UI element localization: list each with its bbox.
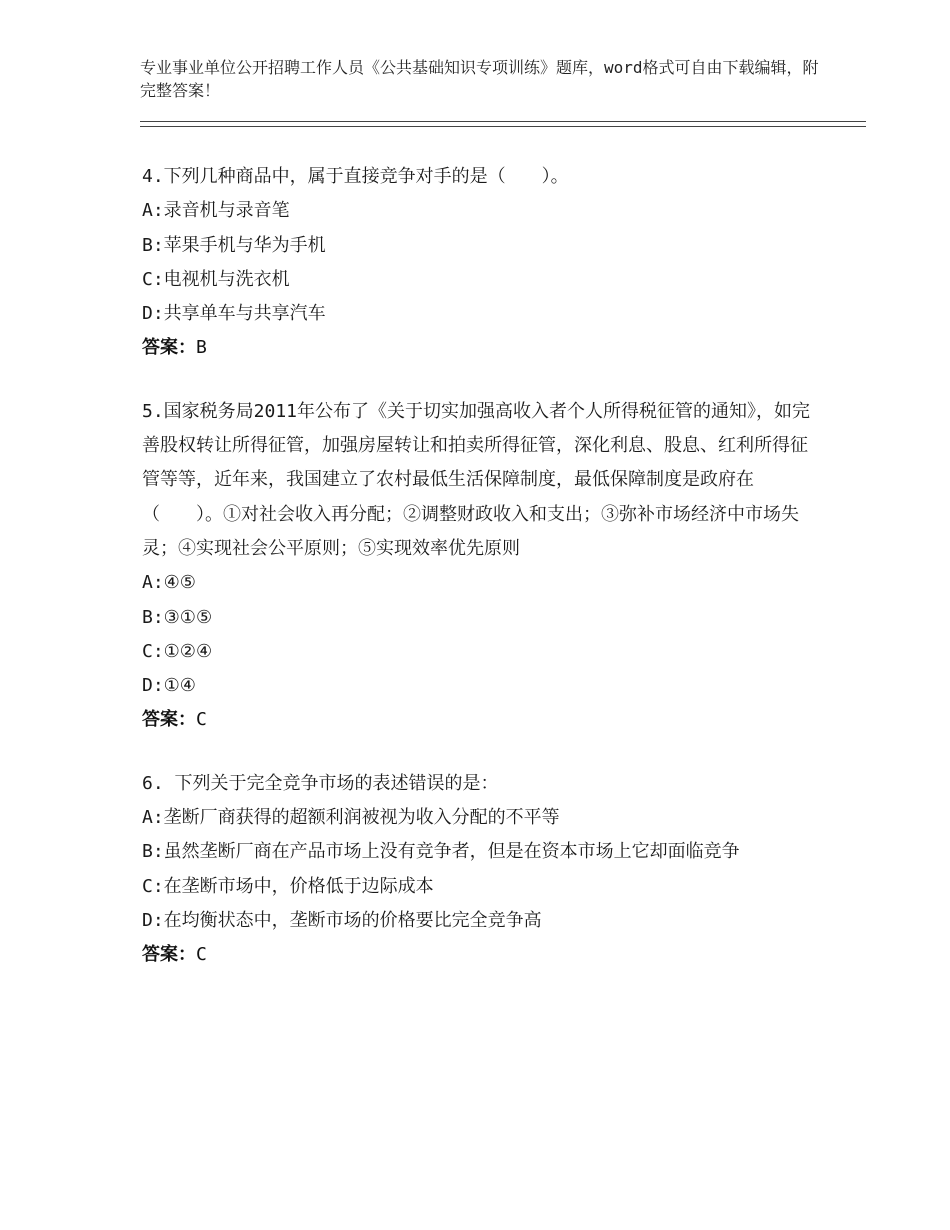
option-d: D:①④ <box>142 675 196 697</box>
answer-line <box>142 938 812 972</box>
option-a: A:录音机与录音笔 <box>142 200 290 222</box>
answer-label: 答案： <box>142 944 196 966</box>
option-c: C:在垄断市场中，价格低于边际成本 <box>142 875 434 897</box>
document-header: 专业事业单位公开招聘工作人员《公共基础知识专项训练》题库，word格式可自由下载编辑，附完整答案！ <box>140 58 819 100</box>
option-c: C:①②④ <box>142 640 213 662</box>
answer-line <box>142 703 812 737</box>
question-4 <box>142 160 812 366</box>
option-b: B:③①⑤ <box>142 606 213 628</box>
question-stem: 5.国家税务局2011年公布了《关于切实加强高收入者个人所得税征管的通知》，如完善股权转让所得征管，加强房屋转让和拍卖所得征管，深化利息、股息、红利所得征管等等，近年来，我国建立了农村最低生活保障制度，最低保障制度是政府在（ ）。①对社会收入再分配；②调整财政收入和支出；③弥补市场经济中市场失灵；④实现社会公平原则；⑤实现效率优先原则 <box>142 400 811 559</box>
option-c: C:电视机与洗衣机 <box>142 268 290 290</box>
question-5 <box>142 395 812 738</box>
option-d: D:共享单车与共享汽车 <box>142 303 326 325</box>
answer-line <box>142 331 812 365</box>
option-a: A:垄断厂商获得的超额利润被视为收入分配的不平等 <box>142 807 560 829</box>
option-a: A:④⑤ <box>142 572 196 594</box>
answer-value: C <box>196 944 207 966</box>
question-stem: 4.下列几种商品中，属于直接竞争对手的是（ ）。 <box>142 166 569 187</box>
answer-value: B <box>196 337 207 359</box>
answer-label: 答案： <box>142 337 196 359</box>
header-double-rule <box>140 121 866 127</box>
option-b: B:虽然垄断厂商在产品市场上没有竞争者，但是在资本市场上它却面临竞争 <box>142 841 740 863</box>
option-b: B:苹果手机与华为手机 <box>142 234 326 256</box>
question-list <box>142 160 812 1002</box>
answer-label: 答案： <box>142 709 196 731</box>
question-6 <box>142 767 812 973</box>
answer-value: C <box>196 709 207 731</box>
option-d: D:在均衡状态中，垄断市场的价格要比完全竞争高 <box>142 909 542 931</box>
question-stem: 6. 下列关于完全竞争市场的表述错误的是： <box>142 772 499 794</box>
